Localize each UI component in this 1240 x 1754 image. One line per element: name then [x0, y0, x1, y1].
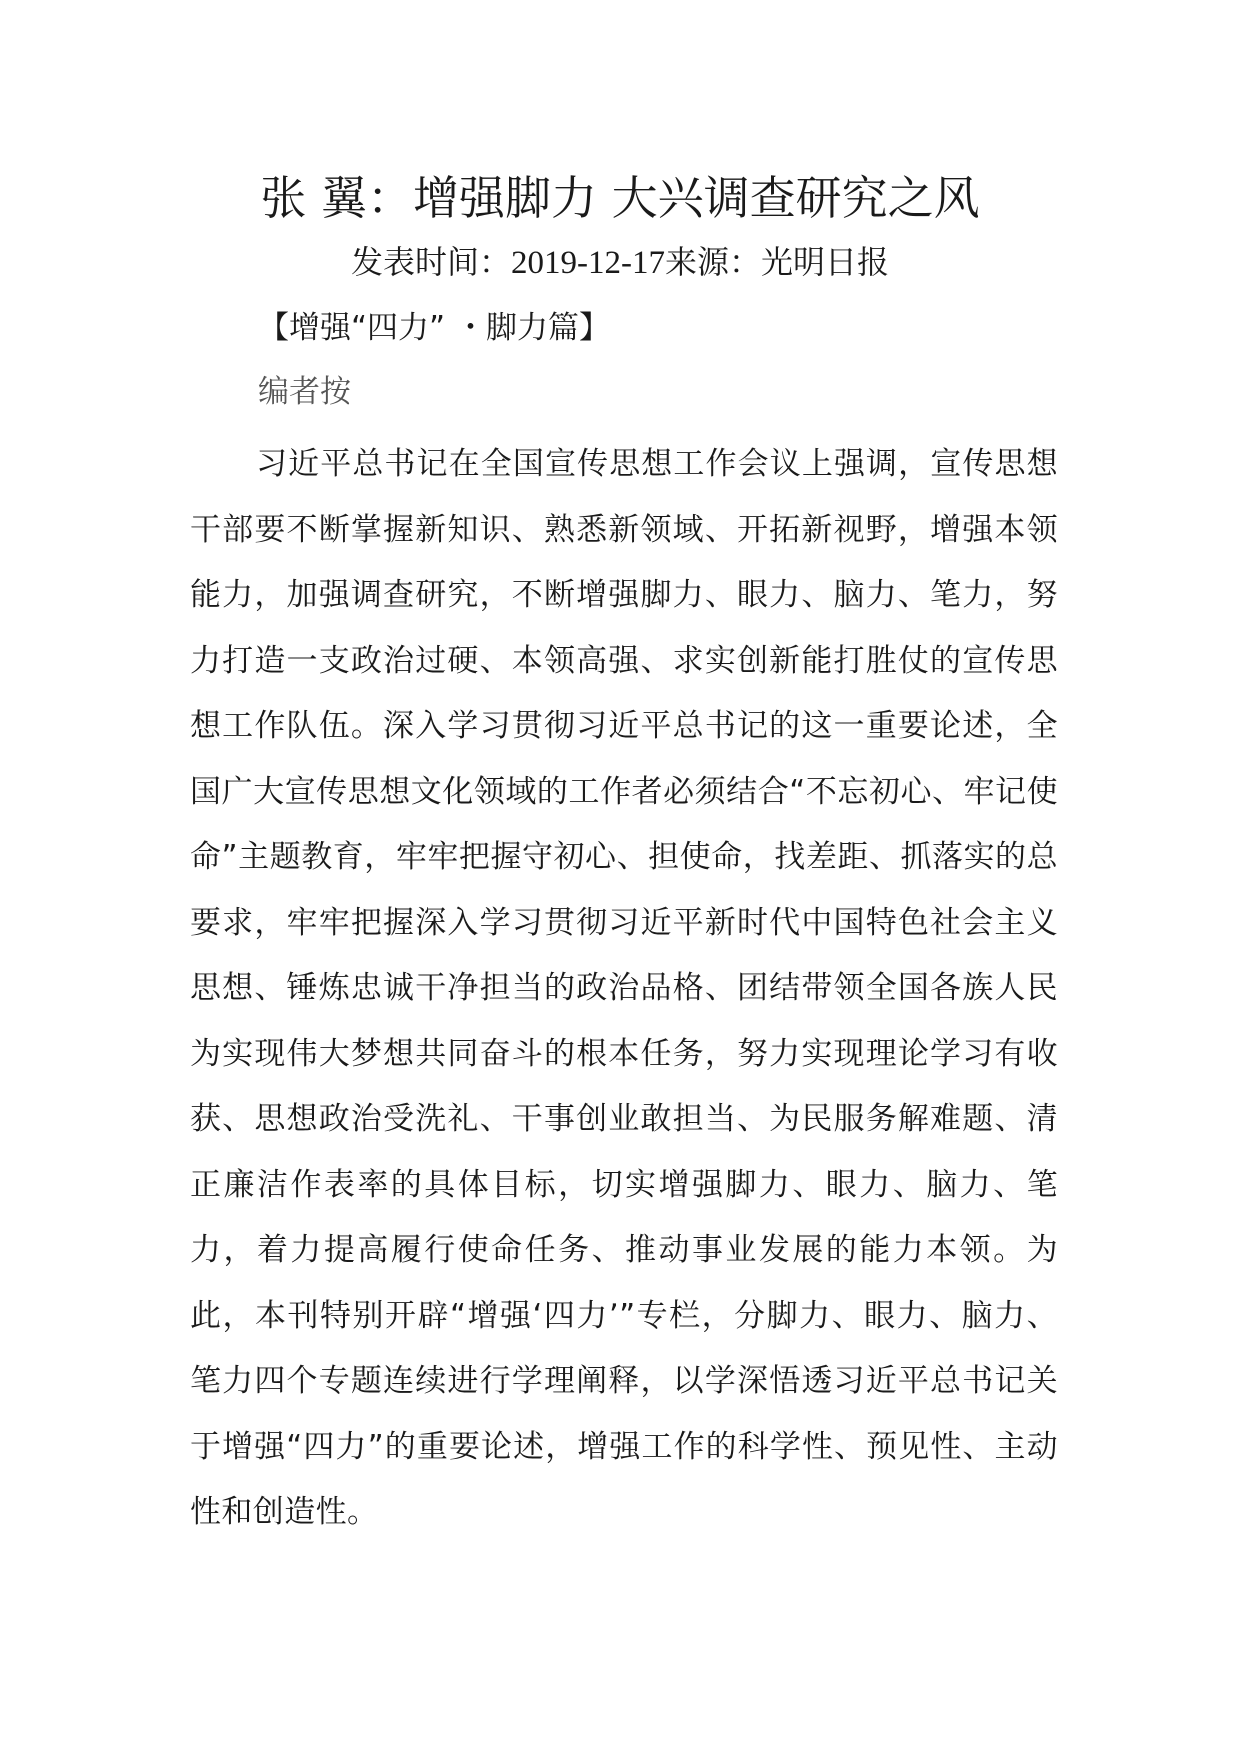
editor-note-label: 编者按: [258, 374, 351, 410]
source-label: 来源：: [664, 243, 761, 281]
column-tag: 【增强“四力” ・脚力篇】: [258, 310, 610, 346]
publish-date: 2019-12-17: [511, 245, 665, 281]
article-title: 张 翼：增强脚力 大兴调查研究之风: [260, 171, 980, 225]
source-name: 光明日报: [761, 243, 890, 281]
body-paragraph: 习近平总书记在全国宣传思想工作会议上强调，宣传思想干部要不断掌握新知识、熟悉新领域、开拓新视野，增强本领能力，加强调查研究，不断增强脚力、眼力、脑力、笔力，努力打造一支政治过硬、本领高强、求实创新能打胜仗的宣传思想工作队伍。深入学习贯彻习近平总书记的这一重要论述，全国广大宣传思想文化领域的工作者必须结合“不忘初心、牢记使命”主题教育，牢牢把握守初心、担使命，找差距、抓落实的总要求，牢牢把握深入学习贯彻习近平新时代中国特色社会主义思想、锤炼忠诚干净担当的政治品格、团结带领全国各族人民为实现伟大梦想共同奋斗的根本任务，努力实现理论学习有收获、思想政治受洗礼、干事创业敢担当、为民服务解难题、清正廉洁作表率的具体目标，切实增强脚力、眼力、脑力、笔力，着力提高履行使命任务、推动事业发展的能力本领。为此，本刊特别开辟“增强‘四力’”专栏，分脚力、眼力、脑力、笔力四个专题连续进行学理阐释，以学深悟透习近平总书记关于增强“四力”的重要论述，增强工作的科学性、预见性、主动性和创造性。: [190, 446, 1058, 1530]
published-label: 发表时间：: [350, 243, 511, 281]
article-meta: [0, 238, 1240, 287]
